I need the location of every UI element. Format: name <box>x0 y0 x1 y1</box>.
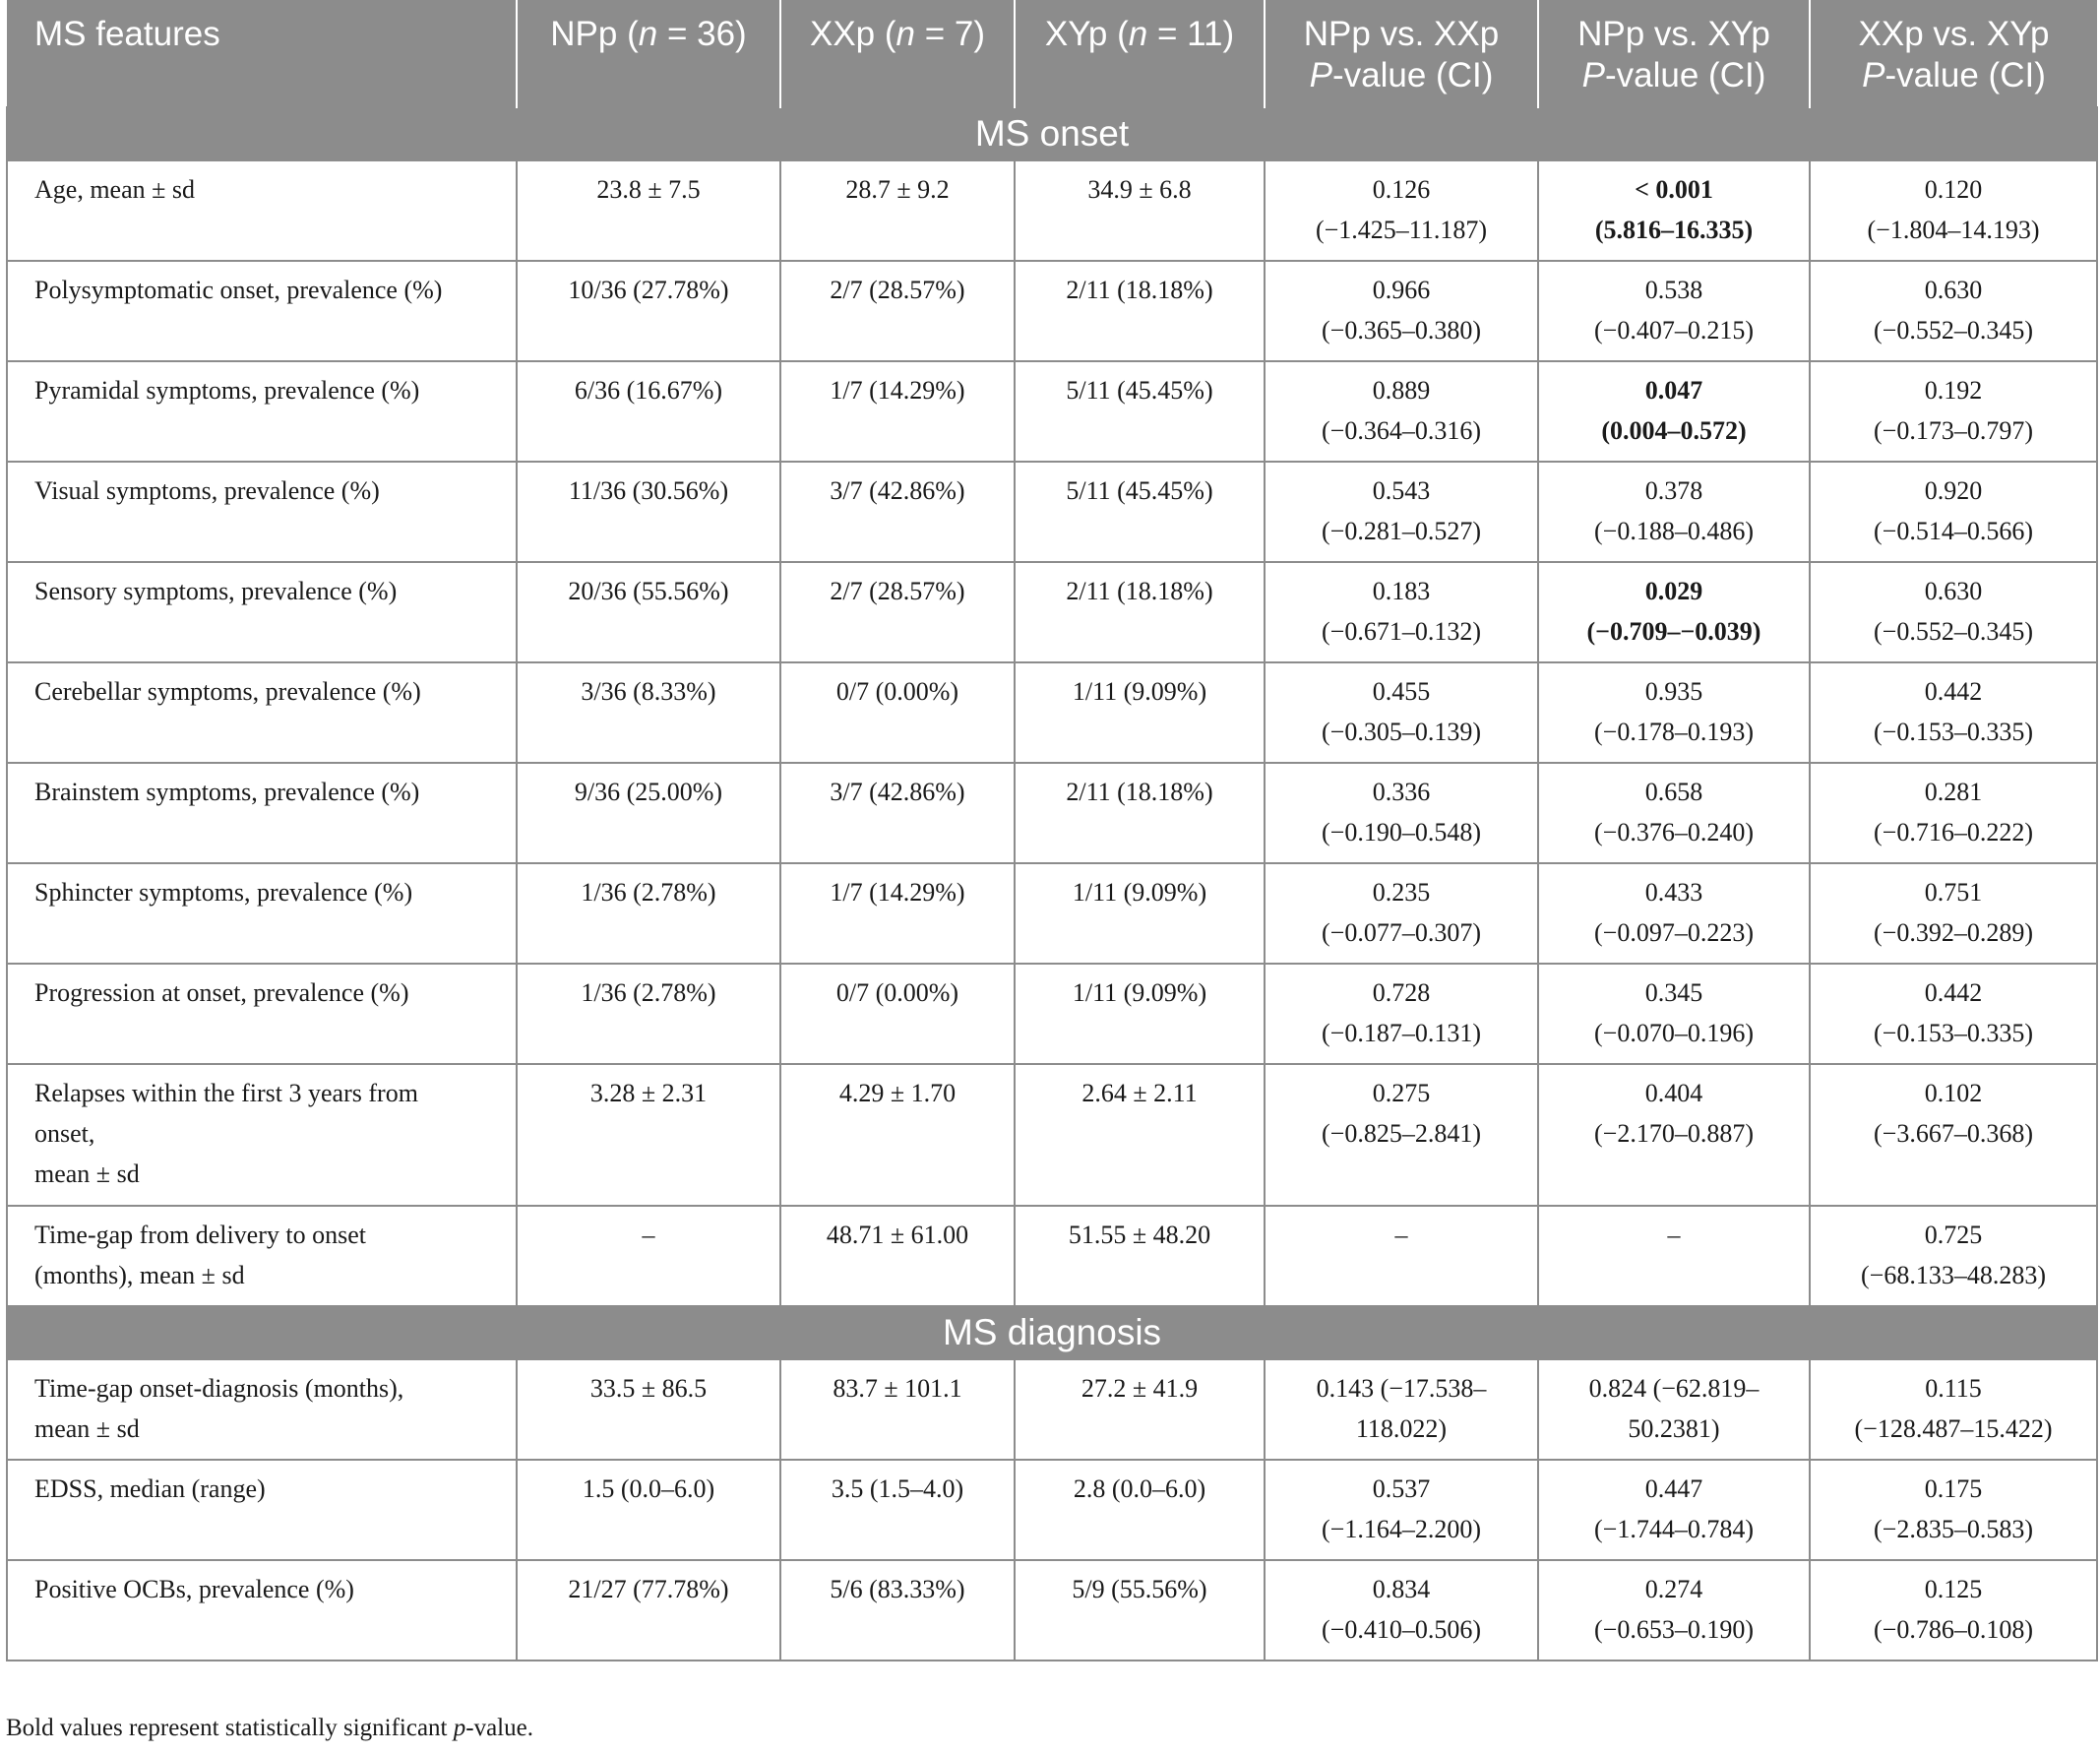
xxp-vs-xyp-cell <box>1810 1359 2097 1460</box>
feature-cell-text: Time-gap from delivery to onset <box>34 1221 366 1249</box>
feature-cell-text: mean ± sd <box>34 1160 140 1188</box>
npp-cell-text: 1/36 (2.78%) <box>581 878 716 907</box>
xxp-vs-xyp-cell-text: 0.120 <box>1924 175 1983 204</box>
section-title: MS diagnosis <box>7 1306 2097 1359</box>
table-row <box>7 863 2097 964</box>
xyp-cell <box>1015 1359 1265 1460</box>
xyp-cell-text: 5/11 (45.45%) <box>1066 476 1213 505</box>
xyp-cell-text: 1/11 (9.09%) <box>1072 677 1207 706</box>
xxp-cell <box>780 662 1015 763</box>
npp-cell <box>517 662 780 763</box>
xxp-vs-xyp-cell-text: 0.281 <box>1924 778 1983 806</box>
table-body <box>7 107 2097 1661</box>
npp-vs-xyp-cell-text: (−0.178–0.193) <box>1594 718 1754 746</box>
npp-vs-xxp-cell-text: (−0.364–0.316) <box>1322 416 1481 445</box>
npp-vs-xyp-cell-text: 0.538 <box>1644 276 1703 304</box>
feature-cell <box>7 863 517 964</box>
xyp-cell <box>1015 160 1265 261</box>
xxp-vs-xyp-cell-text: (−128.487–15.422) <box>1854 1414 2053 1443</box>
xyp-cell-text: 51.55 ± 48.20 <box>1068 1221 1211 1249</box>
xyp-cell <box>1015 562 1265 662</box>
npp-cell <box>517 1206 780 1306</box>
npp-cell-text: 9/36 (25.00%) <box>574 778 723 806</box>
xxp-vs-xyp-cell <box>1810 1560 2097 1661</box>
xyp-cell <box>1015 261 1265 361</box>
npp-vs-xyp-cell-text: (−0.407–0.215) <box>1594 316 1754 345</box>
table-row <box>7 964 2097 1064</box>
xxp-vs-xyp-cell-text: (−0.716–0.222) <box>1874 818 2033 846</box>
npp-vs-xyp-cell-text: (−0.097–0.223) <box>1594 918 1754 947</box>
xxp-cell <box>780 863 1015 964</box>
xyp-cell-text: 1/11 (9.09%) <box>1072 978 1207 1007</box>
xxp-vs-xyp-cell <box>1810 763 2097 863</box>
npp-vs-xyp-cell-text: (5.816–16.335) <box>1594 216 1754 244</box>
feature-cell <box>7 1359 517 1460</box>
feature-cell-text: Brainstem symptoms, prevalence (%) <box>34 778 420 806</box>
xxp-cell <box>780 964 1015 1064</box>
xxp-cell-text: 4.29 ± 1.70 <box>838 1079 957 1107</box>
xxp-cell-text: 28.7 ± 9.2 <box>845 175 950 204</box>
xyp-cell-text: 27.2 ± 41.9 <box>1081 1374 1199 1403</box>
npp-vs-xxp-cell <box>1265 361 1538 462</box>
xxp-cell-text: 48.71 ± 61.00 <box>826 1221 969 1249</box>
xxp-cell <box>780 562 1015 662</box>
npp-vs-xxp-cell-text: (−1.164–2.200) <box>1322 1515 1481 1543</box>
npp-vs-xyp-cell-text: 0.447 <box>1644 1474 1703 1503</box>
xxp-vs-xyp-cell-text: 0.630 <box>1924 577 1983 605</box>
npp-vs-xyp-cell <box>1538 160 1810 261</box>
table-row <box>7 261 2097 361</box>
npp-cell-text: 10/36 (27.78%) <box>568 276 729 304</box>
npp-vs-xxp-cell-text: 0.543 <box>1372 476 1431 505</box>
feature-cell-text: Time-gap onset-diagnosis (months), <box>34 1374 404 1403</box>
npp-cell <box>517 261 780 361</box>
feature-cell-text: mean ± sd <box>34 1414 140 1443</box>
header-ms-features: MS features <box>7 0 517 107</box>
npp-cell <box>517 863 780 964</box>
npp-vs-xxp-cell-text: 0.728 <box>1372 978 1431 1007</box>
npp-vs-xxp-cell-text: 0.126 <box>1372 175 1431 204</box>
npp-vs-xxp-cell-text: 0.966 <box>1372 276 1431 304</box>
xyp-cell-text: 2/11 (18.18%) <box>1066 276 1213 304</box>
xxp-vs-xyp-cell <box>1810 1460 2097 1560</box>
feature-cell <box>7 562 517 662</box>
xxp-cell-text: 2/7 (28.57%) <box>830 577 965 605</box>
xyp-cell <box>1015 763 1265 863</box>
npp-vs-xxp-cell <box>1265 964 1538 1064</box>
xxp-vs-xyp-cell <box>1810 361 2097 462</box>
npp-cell-text: 3.28 ± 2.31 <box>589 1079 708 1107</box>
feature-cell <box>7 160 517 261</box>
xxp-vs-xyp-cell-text: (−0.153–0.335) <box>1874 718 2033 746</box>
xyp-cell <box>1015 462 1265 562</box>
npp-vs-xyp-cell-text: 0.935 <box>1644 677 1703 706</box>
npp-vs-xxp-cell <box>1265 863 1538 964</box>
npp-cell-text: 20/36 (55.56%) <box>568 577 729 605</box>
feature-cell <box>7 662 517 763</box>
table-row <box>7 763 2097 863</box>
npp-cell <box>517 1064 780 1206</box>
npp-vs-xxp-cell-text: – <box>1394 1221 1408 1249</box>
section-title: MS onset <box>7 107 2097 160</box>
npp-cell-text: 3/36 (8.33%) <box>581 677 716 706</box>
npp-cell-text: 11/36 (30.56%) <box>568 476 729 505</box>
xxp-vs-xyp-cell-text: 0.442 <box>1924 978 1983 1007</box>
feature-cell <box>7 1064 517 1206</box>
feature-cell-text: Progression at onset, prevalence (%) <box>34 978 409 1007</box>
xyp-cell <box>1015 361 1265 462</box>
feature-cell-text: Positive OCBs, prevalence (%) <box>34 1575 354 1603</box>
xxp-vs-xyp-cell-text: 0.630 <box>1924 276 1983 304</box>
xxp-vs-xyp-cell-text: (−68.133–48.283) <box>1861 1261 2046 1289</box>
npp-vs-xyp-cell-text: (−0.070–0.196) <box>1594 1019 1754 1047</box>
npp-cell <box>517 763 780 863</box>
xyp-cell-text: 34.9 ± 6.8 <box>1087 175 1192 204</box>
feature-cell-text: Age, mean ± sd <box>34 175 196 204</box>
xyp-cell-text: 2/11 (18.18%) <box>1066 577 1213 605</box>
table-row <box>7 662 2097 763</box>
npp-vs-xxp-cell-text: 0.183 <box>1372 577 1431 605</box>
xxp-cell <box>780 261 1015 361</box>
npp-vs-xyp-cell <box>1538 361 1810 462</box>
npp-vs-xxp-cell-text: 0.537 <box>1372 1474 1431 1503</box>
xxp-cell <box>780 1460 1015 1560</box>
npp-cell-text: 23.8 ± 7.5 <box>596 175 701 204</box>
xyp-cell <box>1015 1064 1265 1206</box>
xxp-vs-xyp-cell <box>1810 160 2097 261</box>
npp-vs-xxp-cell-text: (−0.671–0.132) <box>1322 617 1481 646</box>
feature-cell-text: Polysymptomatic onset, prevalence (%) <box>34 276 443 304</box>
table-row <box>7 1359 2097 1460</box>
npp-vs-xyp-cell-text: 0.029 <box>1644 577 1703 605</box>
feature-cell-text: Sphincter symptoms, prevalence (%) <box>34 878 413 907</box>
xxp-cell-text: 1/7 (14.29%) <box>830 878 965 907</box>
npp-vs-xxp-cell-text: (−0.825–2.841) <box>1322 1119 1481 1148</box>
feature-cell-text: Pyramidal symptoms, prevalence (%) <box>34 376 420 405</box>
npp-vs-xxp-cell-text: (−1.425–11.187) <box>1315 216 1487 244</box>
xxp-vs-xyp-cell-text: (−0.153–0.335) <box>1874 1019 2033 1047</box>
npp-vs-xxp-cell <box>1265 1560 1538 1661</box>
xxp-vs-xyp-cell-text: (−0.514–0.566) <box>1874 517 2033 545</box>
npp-vs-xyp-cell-text: 0.047 <box>1644 376 1703 405</box>
npp-vs-xxp-cell <box>1265 1064 1538 1206</box>
xxp-cell-text: 0/7 (0.00%) <box>835 677 959 706</box>
npp-cell-text: 6/36 (16.67%) <box>574 376 723 405</box>
table-row <box>7 562 2097 662</box>
npp-vs-xxp-cell <box>1265 662 1538 763</box>
feature-cell-text: Visual symptoms, prevalence (%) <box>34 476 380 505</box>
xxp-cell-text: 3.5 (1.5–4.0) <box>831 1474 964 1503</box>
header-row <box>7 0 2097 107</box>
npp-cell-text: 33.5 ± 86.5 <box>589 1374 708 1403</box>
npp-cell <box>517 1460 780 1560</box>
feature-cell-text: Relapses within the first 3 years from <box>34 1079 418 1107</box>
npp-cell-text: 1/36 (2.78%) <box>581 978 716 1007</box>
npp-vs-xyp-cell-text: 0.658 <box>1644 778 1703 806</box>
xxp-vs-xyp-cell-text: (−3.667–0.368) <box>1874 1119 2033 1148</box>
npp-cell <box>517 160 780 261</box>
npp-vs-xyp-cell-text: (−0.709–−0.039) <box>1586 617 1761 646</box>
npp-vs-xxp-cell-text: 0.275 <box>1372 1079 1431 1107</box>
feature-cell-text: onset, <box>34 1119 95 1148</box>
npp-vs-xyp-cell-text: 0.378 <box>1644 476 1703 505</box>
npp-vs-xxp-cell-text: (−0.305–0.139) <box>1322 718 1481 746</box>
npp-vs-xyp-cell <box>1538 1560 1810 1661</box>
npp-vs-xxp-cell <box>1265 562 1538 662</box>
npp-vs-xxp-cell <box>1265 1359 1538 1460</box>
section-header-row <box>7 107 2097 160</box>
feature-cell <box>7 462 517 562</box>
xxp-vs-xyp-cell-text: (−0.552–0.345) <box>1874 617 2033 646</box>
xxp-vs-xyp-cell <box>1810 462 2097 562</box>
header-npp-vs-xyp: NPp vs. XYp P-value (CI) <box>1538 0 1810 107</box>
feature-cell <box>7 1206 517 1306</box>
npp-cell <box>517 964 780 1064</box>
table-row <box>7 462 2097 562</box>
header-npp-vs-xxp: NPp vs. XXp P-value (CI) <box>1265 0 1538 107</box>
npp-vs-xyp-cell <box>1538 863 1810 964</box>
npp-vs-xxp-cell-text: 0.235 <box>1372 878 1431 907</box>
npp-vs-xyp-cell-text: 0.404 <box>1644 1079 1703 1107</box>
feature-cell-text: EDSS, median (range) <box>34 1474 266 1503</box>
feature-cell <box>7 261 517 361</box>
npp-vs-xxp-cell <box>1265 261 1538 361</box>
npp-vs-xxp-cell-text: (−0.190–0.548) <box>1322 818 1481 846</box>
xyp-cell <box>1015 1560 1265 1661</box>
xxp-vs-xyp-cell-text: 0.442 <box>1924 677 1983 706</box>
npp-vs-xyp-cell-text: 50.2381) <box>1628 1414 1720 1443</box>
npp-vs-xyp-cell <box>1538 662 1810 763</box>
npp-cell-text: – <box>642 1221 655 1249</box>
npp-vs-xyp-cell-text: 0.345 <box>1644 978 1703 1007</box>
npp-vs-xyp-cell <box>1538 1359 1810 1460</box>
xxp-cell-text: 3/7 (42.86%) <box>830 476 965 505</box>
npp-vs-xxp-cell-text: 0.336 <box>1372 778 1431 806</box>
xxp-vs-xyp-cell-text: 0.125 <box>1924 1575 1983 1603</box>
header-npp: NPp (n = 36) <box>517 0 780 107</box>
xxp-vs-xyp-cell-text: 0.725 <box>1924 1221 1983 1249</box>
npp-cell <box>517 562 780 662</box>
xxp-vs-xyp-cell-text: (−1.804–14.193) <box>1867 216 2040 244</box>
xyp-cell-text: 5/11 (45.45%) <box>1066 376 1213 405</box>
xxp-vs-xyp-cell-text: (−0.552–0.345) <box>1874 316 2033 345</box>
xyp-cell-text: 2/11 (18.18%) <box>1066 778 1213 806</box>
npp-vs-xyp-cell <box>1538 562 1810 662</box>
xxp-vs-xyp-cell-text: 0.115 <box>1925 1374 1982 1403</box>
xxp-cell <box>780 763 1015 863</box>
xxp-cell-text: 5/6 (83.33%) <box>830 1575 965 1603</box>
npp-vs-xxp-cell <box>1265 1206 1538 1306</box>
npp-vs-xxp-cell-text: 0.143 (−17.538– <box>1316 1374 1487 1403</box>
xxp-cell <box>780 1560 1015 1661</box>
table-row <box>7 1206 2097 1306</box>
feature-cell-text: Sensory symptoms, prevalence (%) <box>34 577 398 605</box>
npp-vs-xyp-cell-text: 0.824 (−62.819– <box>1588 1374 1760 1403</box>
xxp-vs-xyp-cell <box>1810 662 2097 763</box>
table-row <box>7 160 2097 261</box>
xxp-vs-xyp-cell-text: (−0.786–0.108) <box>1874 1615 2033 1644</box>
npp-vs-xyp-cell-text: (−0.653–0.190) <box>1594 1615 1754 1644</box>
npp-vs-xxp-cell-text: 0.455 <box>1372 677 1431 706</box>
xxp-vs-xyp-cell-text: 0.751 <box>1924 878 1983 907</box>
xxp-cell-text: 3/7 (42.86%) <box>830 778 965 806</box>
npp-vs-xxp-cell-text: (−0.187–0.131) <box>1322 1019 1481 1047</box>
npp-vs-xxp-cell <box>1265 462 1538 562</box>
npp-cell <box>517 1560 780 1661</box>
xyp-cell <box>1015 964 1265 1064</box>
npp-vs-xxp-cell-text: (−0.365–0.380) <box>1322 316 1481 345</box>
npp-vs-xxp-cell-text: (−0.077–0.307) <box>1322 918 1481 947</box>
xxp-vs-xyp-cell <box>1810 261 2097 361</box>
feature-cell <box>7 964 517 1064</box>
feature-cell-text: Cerebellar symptoms, prevalence (%) <box>34 677 421 706</box>
npp-cell <box>517 462 780 562</box>
npp-vs-xyp-cell <box>1538 1064 1810 1206</box>
table-row <box>7 1560 2097 1661</box>
xxp-vs-xyp-cell-text: (−0.173–0.797) <box>1874 416 2033 445</box>
npp-vs-xxp-cell <box>1265 1460 1538 1560</box>
npp-vs-xyp-cell <box>1538 462 1810 562</box>
feature-cell <box>7 361 517 462</box>
xyp-cell-text: 2.8 (0.0–6.0) <box>1073 1474 1206 1503</box>
npp-vs-xxp-cell-text: (−0.410–0.506) <box>1322 1615 1481 1644</box>
xxp-vs-xyp-cell <box>1810 1064 2097 1206</box>
header-xxp-vs-xyp: XXp vs. XYp P-value (CI) <box>1810 0 2097 107</box>
xxp-vs-xyp-cell <box>1810 562 2097 662</box>
xyp-cell <box>1015 863 1265 964</box>
table-row <box>7 1064 2097 1206</box>
npp-vs-xxp-cell <box>1265 160 1538 261</box>
section-header-row <box>7 1306 2097 1359</box>
npp-vs-xxp-cell <box>1265 763 1538 863</box>
xxp-cell <box>780 1359 1015 1460</box>
xyp-cell <box>1015 1460 1265 1560</box>
npp-vs-xyp-cell <box>1538 1206 1810 1306</box>
table-footnote: Bold values represent statistically significant p-value. <box>6 1715 533 1741</box>
feature-cell <box>7 763 517 863</box>
xyp-cell-text: 2.64 ± 2.11 <box>1081 1079 1198 1107</box>
npp-cell <box>517 361 780 462</box>
npp-vs-xyp-cell-text: (−0.188–0.486) <box>1594 517 1754 545</box>
npp-vs-xyp-cell-text: (0.004–0.572) <box>1601 416 1747 445</box>
npp-vs-xyp-cell-text: < 0.001 <box>1635 175 1713 204</box>
xyp-cell-text: 5/9 (55.56%) <box>1072 1575 1207 1603</box>
xxp-vs-xyp-cell <box>1810 863 2097 964</box>
xxp-vs-xyp-cell <box>1810 964 2097 1064</box>
npp-vs-xyp-cell-text: (−0.376–0.240) <box>1594 818 1754 846</box>
xxp-cell <box>780 361 1015 462</box>
xyp-cell <box>1015 1206 1265 1306</box>
table-container <box>6 0 2096 1661</box>
npp-vs-xxp-cell-text: 0.834 <box>1372 1575 1431 1603</box>
feature-cell <box>7 1460 517 1560</box>
xxp-vs-xyp-cell <box>1810 1206 2097 1306</box>
header-xxp: XXp (n = 7) <box>780 0 1015 107</box>
npp-vs-xyp-cell-text: – <box>1667 1221 1681 1249</box>
xxp-cell-text: 2/7 (28.57%) <box>830 276 965 304</box>
npp-vs-xyp-cell-text: 0.274 <box>1644 1575 1703 1603</box>
xxp-vs-xyp-cell-text: 0.175 <box>1924 1474 1983 1503</box>
npp-cell-text: 1.5 (0.0–6.0) <box>582 1474 715 1503</box>
header-xyp: XYp (n = 11) <box>1015 0 1265 107</box>
npp-vs-xyp-cell-text: (−1.744–0.784) <box>1594 1515 1754 1543</box>
xxp-vs-xyp-cell-text: 0.102 <box>1924 1079 1983 1107</box>
xxp-cell-text: 83.7 ± 101.1 <box>833 1374 962 1403</box>
xxp-cell <box>780 160 1015 261</box>
xxp-vs-xyp-cell-text: (−0.392–0.289) <box>1874 918 2033 947</box>
xxp-vs-xyp-cell-text: (−2.835–0.583) <box>1874 1515 2033 1543</box>
ms-features-table <box>6 0 2098 1661</box>
npp-cell <box>517 1359 780 1460</box>
npp-vs-xyp-cell <box>1538 1460 1810 1560</box>
table-row <box>7 1460 2097 1560</box>
npp-vs-xyp-cell-text: (−2.170–0.887) <box>1594 1119 1754 1148</box>
xxp-cell-text: 0/7 (0.00%) <box>835 978 959 1007</box>
xyp-cell <box>1015 662 1265 763</box>
npp-vs-xxp-cell-text: 118.022) <box>1355 1414 1448 1443</box>
xxp-vs-xyp-cell-text: 0.920 <box>1924 476 1983 505</box>
xxp-cell-text: 1/7 (14.29%) <box>830 376 965 405</box>
xxp-cell <box>780 462 1015 562</box>
xyp-cell-text: 1/11 (9.09%) <box>1072 878 1207 907</box>
feature-cell <box>7 1560 517 1661</box>
xxp-cell <box>780 1206 1015 1306</box>
table-row <box>7 361 2097 462</box>
npp-cell-text: 21/27 (77.78%) <box>568 1575 729 1603</box>
npp-vs-xxp-cell-text: 0.889 <box>1372 376 1431 405</box>
npp-vs-xyp-cell <box>1538 261 1810 361</box>
npp-vs-xxp-cell-text: (−0.281–0.527) <box>1322 517 1481 545</box>
xxp-vs-xyp-cell-text: 0.192 <box>1924 376 1983 405</box>
npp-vs-xyp-cell <box>1538 763 1810 863</box>
feature-cell-text: (months), mean ± sd <box>34 1261 245 1289</box>
npp-vs-xyp-cell <box>1538 964 1810 1064</box>
npp-vs-xyp-cell-text: 0.433 <box>1644 878 1703 907</box>
xxp-cell <box>780 1064 1015 1206</box>
